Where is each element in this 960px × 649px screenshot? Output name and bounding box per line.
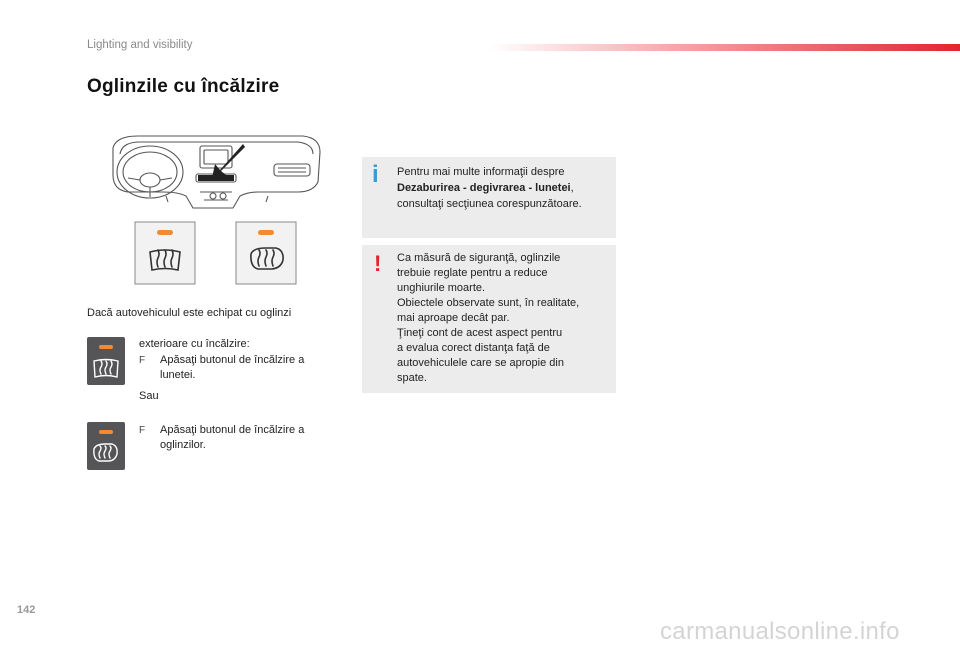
step2-text-line1: Apăsaţi butonul de încălzire a [160,424,305,436]
info-note-line: Pentru mai multe informaţii despre [397,166,565,178]
button-indicator-led [99,430,113,434]
warning-note [362,245,616,393]
bullet-marker: F [139,355,146,366]
bullet-marker: F [139,425,146,436]
info-note-line [397,181,574,196]
warning-note-line: Ţineţi cont de acest aspect pentru [397,327,563,339]
mirror-defrost-button [87,422,125,470]
rear-window-defrost-button [87,337,125,385]
warning-note-line: trebuie reglate pentru a reduce [397,267,548,279]
header-accent-bar [490,44,960,51]
info-note-line: consultaţi secţiunea corespunzătoare. [397,198,582,210]
warning-note-line: Obiectele observate sunt, în realitate, [397,297,580,309]
button-indicator-led [99,345,113,349]
warning-icon: ! [374,251,382,276]
mirror-defrost-icon [91,438,121,466]
warning-note-line: unghiurile moarte. [397,282,486,294]
step1-text-line2: lunetei. [160,369,196,381]
intro-text: Dacă autovehiculul este echipat cu oglinzi [87,307,292,319]
info-note-bold-term: Dezaburirea - degivrarea - lunetei [397,182,571,194]
warning-note-line: a evalua corect distanţa faţă de [397,342,550,354]
info-note [362,157,616,238]
warning-note-line: mai aproape decât par. [397,312,510,324]
watermark: carmanualsonline.info [660,618,900,645]
page-title: Oglinzile cu încălzire [87,76,280,97]
warning-note-line: autovehiculele care se apropie din [397,357,564,369]
warning-note-line: spate. [397,372,427,384]
step-lead-text: exterioare cu încălzire: [139,338,250,350]
dashboard-illustration [108,130,323,290]
step2-text-line2: oglinzilor. [160,439,206,451]
or-text: Sau [139,390,159,402]
section-header: Lighting and visibility [87,39,193,51]
warning-note-line: Ca măsură de siguranţă, oglinzile [397,252,561,264]
page-number: 142 [17,604,36,616]
info-note-punct: , [570,182,574,194]
info-icon: i [372,161,379,188]
step1-text-line1: Apăsaţi butonul de încălzire a [160,354,305,366]
rear-window-defrost-icon [91,353,121,381]
